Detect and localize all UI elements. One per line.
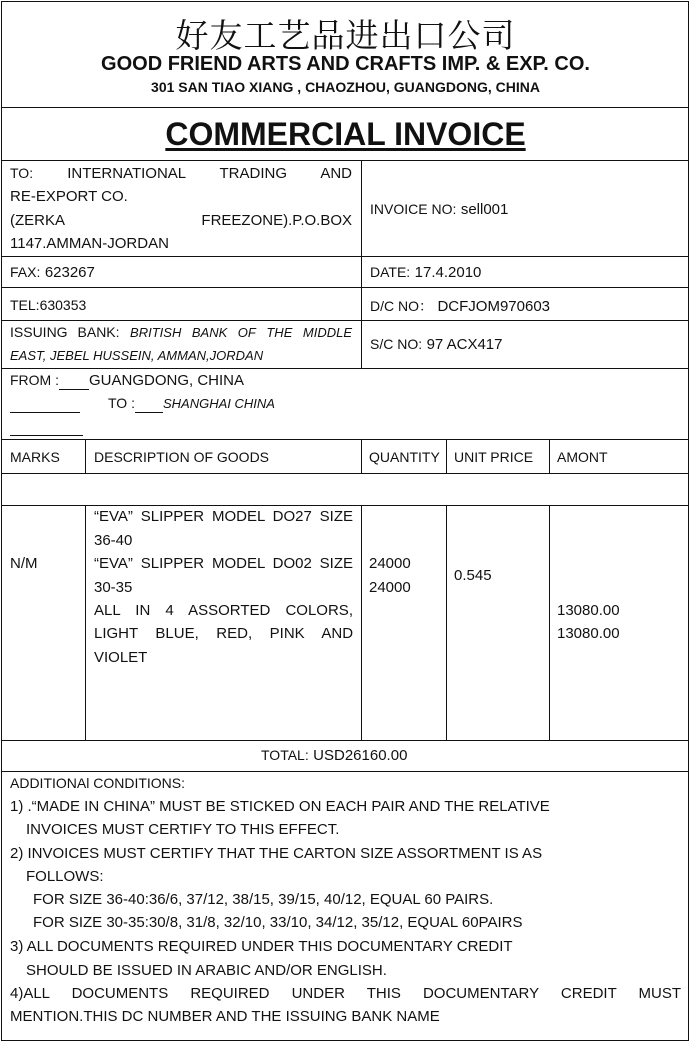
- conditions-title: ADDITIONAl CONDITIONS:: [10, 775, 186, 791]
- invoice-number: INVOICE NO: sell001: [370, 201, 509, 218]
- condition-2-line3: FOR SIZE 36-40:36/6, 37/12, 38/15, 39/15, 40/12, EQUAL 60 PAIRS.: [33, 891, 494, 908]
- issuing-bank-line2: EAST, JEBEL HUSSEIN, AMMAN,JORDAN: [10, 348, 264, 363]
- divider: [1, 320, 689, 321]
- column-divider: [361, 160, 362, 368]
- shipment-to: TO : SHANGHAI CHINA: [10, 395, 275, 413]
- divider: [1, 473, 689, 474]
- header-marks: MARKS: [10, 449, 60, 465]
- description-line5: ALL IN 4 ASSORTED COLORS,: [94, 602, 353, 619]
- quantity-value: 24000: [369, 555, 411, 572]
- column-divider: [446, 505, 447, 740]
- condition-2-line1: 2) INVOICES MUST CERTIFY THAT THE CARTON SIZE ASSORTMENT IS AS: [10, 845, 543, 862]
- shipment-from: FROM : GUANGDONG, CHINA: [10, 372, 245, 389]
- fax: FAX: 623267: [10, 264, 95, 281]
- condition-2-line4: FOR SIZE 30-35:30/8, 31/8, 32/10, 33/10, 34/12, 35/12, EQUAL 60PAIRS: [33, 914, 523, 931]
- to-address-line2: RE-EXPORT CO.: [10, 188, 128, 205]
- divider: [1, 505, 689, 506]
- dc-number: D/C NO： DCFJOM970603: [370, 298, 550, 315]
- column-divider: [361, 505, 362, 740]
- column-divider: [361, 439, 362, 473]
- description-line3: “EVA” SLIPPER MODEL DO02 SIZE: [94, 555, 354, 572]
- divider: [1, 287, 689, 288]
- to-address-line4: 1147.AMMAN-JORDAN: [10, 235, 169, 252]
- amount-value: 13080.00: [557, 625, 620, 642]
- company-name-chinese: 好友工艺品进出口公司: [175, 16, 516, 55]
- to-address-line3: (ZERKA FREEZONE).P.O.BOX: [10, 212, 352, 229]
- header-unit-price: UNIT PRICE: [454, 449, 534, 465]
- telephone: TEL:630353: [10, 297, 87, 313]
- amount-value: 13080.00: [557, 602, 620, 619]
- description-line7: VIOLET: [94, 649, 148, 666]
- blank-underline: [10, 418, 83, 436]
- condition-4-line2: MENTION.THIS DC NUMBER AND THE ISSUING BANK NAME: [10, 1008, 440, 1025]
- unit-price-value: 0.545: [454, 567, 492, 584]
- condition-1-line2: INVOICES MUST CERTIFY TO THIS EFFECT.: [26, 821, 340, 838]
- condition-4-line1: 4)ALL DOCUMENTS REQUIRED UNDER THIS DOCUMENTARY CREDIT MUST: [10, 985, 682, 1002]
- description-line1: “EVA” SLIPPER MODEL DO27 SIZE: [94, 508, 354, 525]
- column-divider: [85, 439, 86, 473]
- divider: [1, 771, 689, 772]
- divider: [1, 439, 689, 440]
- divider: [1, 256, 689, 257]
- column-divider: [85, 505, 86, 740]
- marks-value: N/M: [10, 555, 38, 572]
- document-title: COMMERCIAL INVOICE: [165, 116, 526, 152]
- description-line4: 30-35: [94, 579, 133, 596]
- header-quantity: QUANTITY: [369, 449, 440, 465]
- header-amount: AMONT: [557, 449, 608, 465]
- header-description: DESCRIPTION OF GOODS: [94, 449, 270, 465]
- description-line6: LIGHT BLUE, RED, PINK AND: [94, 625, 354, 642]
- condition-2-line2: FOLLOWS:: [26, 868, 104, 885]
- quantity-value: 24000: [369, 579, 411, 596]
- column-divider: [549, 505, 550, 740]
- divider: [1, 740, 689, 741]
- divider: [1, 368, 689, 369]
- issuing-bank-line1: ISSUING BANK: BRITISH BANK OF THE MIDDLE: [10, 324, 352, 340]
- to-address-line1: TO: INTERNATIONAL TRADING AND: [10, 165, 353, 182]
- condition-3-line1: 3) ALL DOCUMENTS REQUIRED UNDER THIS DOCUMENTARY CREDIT: [10, 938, 513, 955]
- invoice-date: DATE: 17.4.2010: [370, 264, 482, 281]
- condition-1-line1: 1) .“MADE IN CHINA” MUST BE STICKED ON EACH PAIR AND THE RELATIVE: [10, 798, 550, 815]
- to-label: TO:: [10, 165, 34, 181]
- column-divider: [549, 439, 550, 473]
- column-divider: [446, 439, 447, 473]
- invoice-total: TOTAL: USD26160.00: [261, 747, 408, 764]
- divider: [1, 107, 689, 108]
- company-address: 301 SAN TIAO XIANG , CHAOZHOU, GUANGDONG, CHINA: [151, 79, 540, 95]
- sc-number: S/C NO: 97 ACX417: [370, 336, 503, 353]
- divider: [1, 160, 689, 161]
- condition-3-line2: SHOULD BE ISSUED IN ARABIC AND/OR ENGLISH.: [26, 962, 387, 979]
- company-name-english: GOOD FRIEND ARTS AND CRAFTS IMP. & EXP. CO.: [101, 53, 590, 75]
- description-line2: 36-40: [94, 532, 133, 549]
